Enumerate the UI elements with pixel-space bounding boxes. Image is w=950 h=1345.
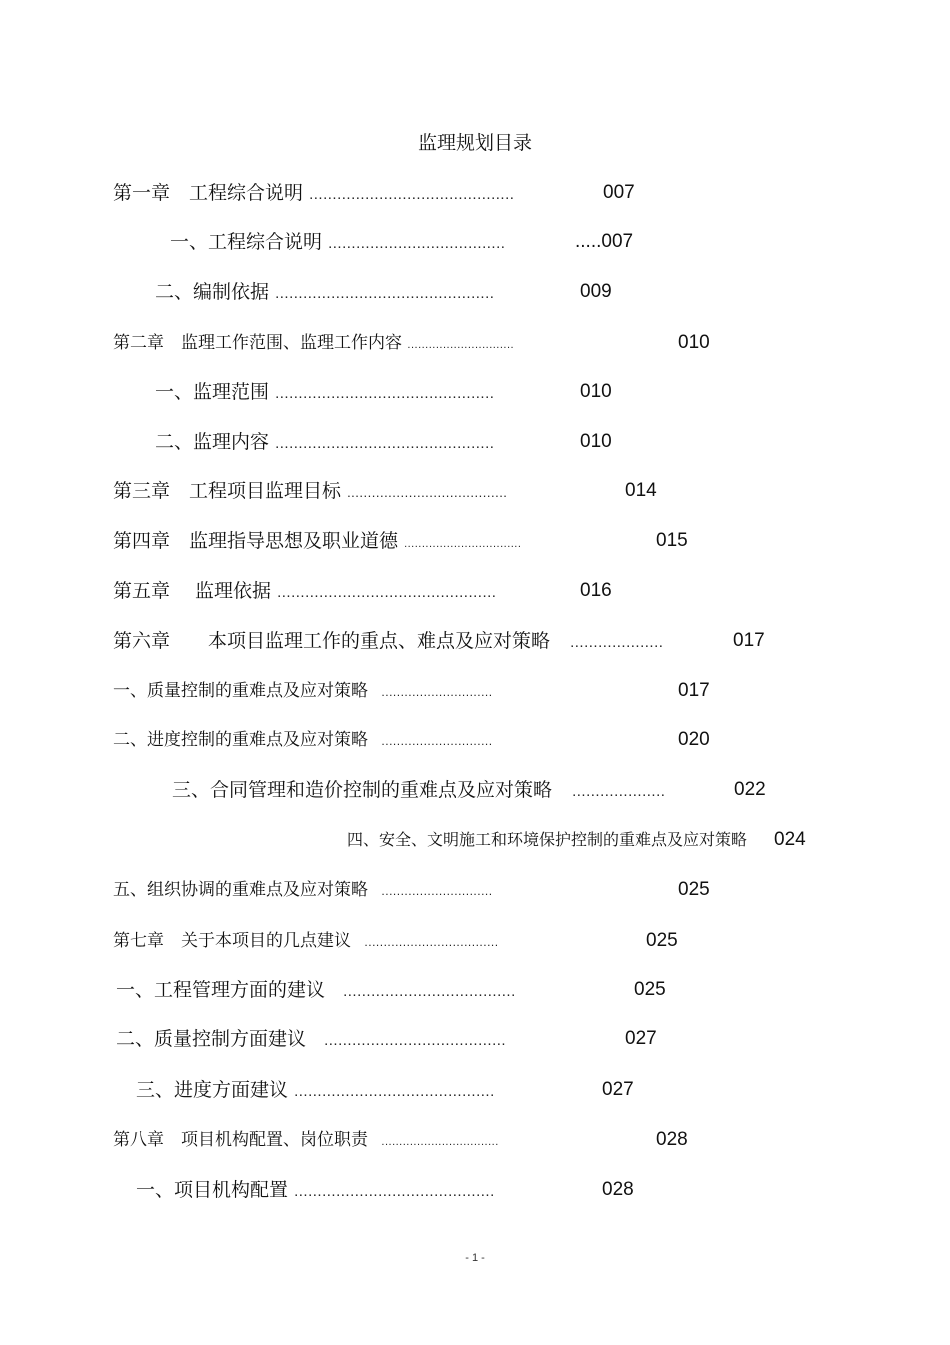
toc-leader-dots: ............................................... bbox=[277, 584, 497, 601]
toc-entry bbox=[113, 677, 710, 705]
toc-leader-dots: ............................................... bbox=[275, 435, 495, 452]
toc-leader-dots: ....................................... bbox=[347, 485, 508, 500]
toc-page-number: 010 bbox=[580, 431, 612, 452]
toc-leader-dots: ............................. bbox=[381, 884, 493, 898]
toc-entry bbox=[347, 826, 806, 854]
toc-page-number: 015 bbox=[656, 530, 688, 551]
toc-page-number: 016 bbox=[580, 580, 612, 601]
toc-page-number: 010 bbox=[678, 332, 710, 353]
toc-leader-dots: ....................................... bbox=[324, 1032, 507, 1049]
toc-entry bbox=[113, 876, 710, 904]
toc-leader-dots: ................................... bbox=[364, 935, 499, 949]
toc-entry-label: 第七章 关于本项目的几点建议 bbox=[113, 931, 351, 951]
toc-page-number: 025 bbox=[678, 879, 710, 900]
toc-leader-dots: .................... bbox=[570, 634, 664, 651]
toc-leader-dots: ............................. bbox=[381, 685, 493, 699]
toc-leader-dots: ............................................... bbox=[275, 385, 495, 402]
toc-entry-label: 五、组织协调的重难点及应对策略 bbox=[113, 880, 368, 900]
toc-page-number: 027 bbox=[602, 1079, 634, 1100]
toc-entry-label: 二、监理内容 bbox=[155, 431, 270, 453]
toc-entry-label: 第二章 监理工作范围、监理工作内容 bbox=[113, 333, 402, 353]
toc-entry bbox=[155, 278, 612, 306]
toc-entry bbox=[113, 726, 710, 754]
toc-entry-label: 二、进度控制的重难点及应对策略 bbox=[113, 730, 368, 750]
toc-entry bbox=[113, 179, 635, 207]
toc-entry bbox=[136, 1076, 634, 1104]
toc-entry bbox=[170, 228, 634, 256]
toc-entry bbox=[136, 1176, 634, 1204]
toc-leader-dots: ........................................... bbox=[294, 1083, 495, 1100]
toc-entry bbox=[116, 976, 666, 1004]
toc-leader-dots: .............................. bbox=[407, 339, 515, 351]
toc-entry-label: 三、进度方面建议 bbox=[136, 1079, 289, 1101]
toc-entry-label: 第一章 工程综合说明 bbox=[113, 182, 304, 204]
toc-page-number: 025 bbox=[646, 930, 678, 951]
toc-entry bbox=[113, 577, 612, 605]
toc-page-number: 017 bbox=[678, 680, 710, 701]
toc-entry-label: 一、工程管理方面的建议 bbox=[116, 979, 326, 1001]
toc-page-number: 007 bbox=[603, 182, 635, 203]
toc-entry-label: 第五章 监理依据 bbox=[113, 580, 272, 602]
toc-entry bbox=[172, 776, 766, 804]
toc-page-number: 009 bbox=[580, 281, 612, 302]
toc-leader-dots: ................................. bbox=[404, 538, 522, 550]
toc-page-number: 020 bbox=[678, 729, 710, 750]
toc-title: 监理规划目录 bbox=[417, 132, 532, 154]
toc-page-number: .....007 bbox=[575, 231, 634, 252]
toc-page-number: 028 bbox=[656, 1129, 688, 1150]
toc-leader-dots: ..................................... bbox=[343, 983, 516, 1000]
toc-entry-label: 第六章 本项目监理工作的重点、难点及应对策略 bbox=[113, 630, 551, 652]
toc-entry bbox=[155, 428, 612, 456]
toc-entry bbox=[113, 927, 678, 955]
page-footer-number: - 1 - bbox=[465, 1252, 485, 1264]
toc-entry bbox=[113, 627, 765, 655]
toc-page-number: 025 bbox=[634, 979, 666, 1000]
toc-entry bbox=[116, 1025, 657, 1053]
toc-page-number: 028 bbox=[602, 1179, 634, 1200]
toc-page-number: 027 bbox=[625, 1028, 657, 1049]
toc-page-number: 014 bbox=[625, 480, 657, 501]
toc-leader-dots: ........................................... bbox=[294, 1183, 495, 1200]
toc-leader-dots: ............................. bbox=[381, 734, 493, 748]
toc-page-number: 010 bbox=[580, 381, 612, 402]
toc-entry-label: 一、项目机构配置 bbox=[136, 1179, 289, 1201]
toc-leader-dots: ............................................... bbox=[275, 285, 495, 302]
toc-page-number: 024 bbox=[774, 829, 806, 850]
toc-page-number: 022 bbox=[734, 779, 766, 800]
toc-entry bbox=[113, 527, 688, 555]
toc-entry-label: 三、合同管理和造价控制的重难点及应对策略 bbox=[172, 779, 553, 801]
toc-entry-label: 第三章 工程项目监理目标 bbox=[113, 480, 342, 502]
toc-leader-dots: ................................. bbox=[381, 1136, 499, 1148]
toc-leader-dots: .................... bbox=[572, 783, 666, 800]
toc-entry-label: 四、安全、文明施工和环境保护控制的重难点及应对策略 bbox=[347, 830, 748, 849]
toc-entry bbox=[113, 477, 657, 505]
toc-entry bbox=[155, 378, 612, 406]
toc-leader-dots: ...................................... bbox=[328, 235, 506, 252]
toc-entry-label: 一、质量控制的重难点及应对策略 bbox=[113, 681, 368, 701]
toc-entry bbox=[113, 1126, 688, 1154]
toc-entry bbox=[113, 329, 710, 357]
toc-entry-label: 一、监理范围 bbox=[155, 381, 270, 403]
toc-entry-label: 第八章 项目机构配置、岗位职责 bbox=[113, 1130, 368, 1150]
toc-entry-label: 二、质量控制方面建议 bbox=[116, 1028, 307, 1050]
toc-entry-label: 第四章 监理指导思想及职业道德 bbox=[113, 530, 399, 552]
toc-leader-dots: ............................................ bbox=[309, 186, 515, 203]
toc-entry-label: 二、编制依据 bbox=[155, 281, 270, 303]
toc-page-number: 017 bbox=[733, 630, 765, 651]
toc-entry-label: 一、工程综合说明 bbox=[170, 231, 323, 253]
